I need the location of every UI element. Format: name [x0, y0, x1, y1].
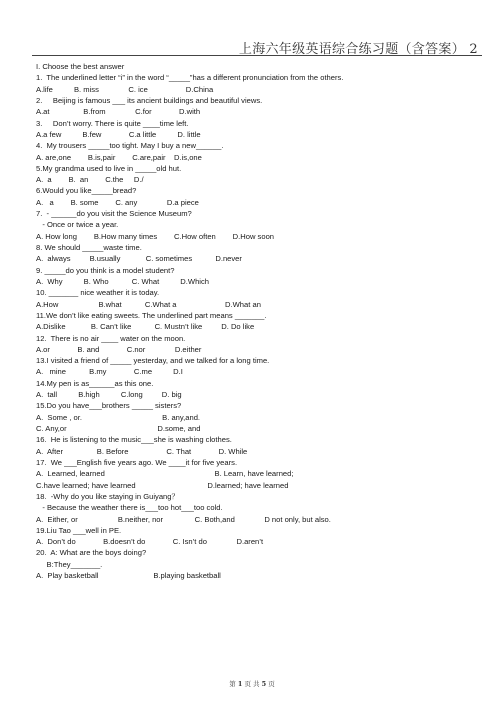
text-line: 20. A: What are the boys doing? [36, 548, 147, 558]
text-line: I. Choose the best answer [36, 62, 125, 71]
text-line: 4. My trousers _____too tight. May I buy a new______. [36, 141, 224, 151]
text-line: 18. -Why do you like staying in Guiyang？ [36, 491, 180, 501]
text-line: 2. Beijing is famous ___ its ancient buildings and beautiful views. [36, 95, 263, 105]
text-line: A.at B.from C.for D.with [36, 107, 201, 117]
page-footer [0, 679, 504, 688]
text-line: A. How long B.How many times C.How often D.How soon [36, 231, 275, 241]
text-line: C. Any,or D.some, and [36, 424, 201, 433]
text-line: A. Don’t do B.doesn’t do C. Isn’t do D.aren’t [36, 537, 264, 547]
text-line: A.a few B.few C.a little D. little [36, 129, 201, 139]
text-line: 17. We ___English five years ago. We ____it for five years. [36, 457, 238, 467]
text-line: - Once or twice a year. [36, 220, 119, 230]
text-line: A. mine B.my C.me D.I [36, 367, 183, 377]
footer-mid: 页 共 [244, 680, 260, 688]
text-line: B:They_______. [36, 559, 103, 569]
footer-total-pages: 5 [261, 680, 267, 688]
text-line: 9. _____do you think is a model student? [36, 265, 175, 275]
text-line: A.Dislike B. Can’t like C. Mustn’t like D. Do like [36, 322, 255, 332]
text-line: A. are,one B.is,pair C.are,pair D.is,one [36, 152, 202, 162]
text-line: 14.My pen is as______as this one. [36, 378, 154, 388]
text-line: 3. Don’t worry. There is quite ____time left. [36, 118, 189, 128]
text-line: 12. There is no air ____ water on the moon. [36, 333, 186, 343]
footer-page-number: 1 [237, 680, 243, 688]
text-line: A. Play basketball B.playing basketball [36, 571, 221, 581]
footer-suffix: 页 [268, 680, 275, 688]
text-line: 19.Liu Tao ___well in PE. [36, 525, 122, 535]
text-line: 5.My grandma used to live in _____old hut. [36, 163, 182, 173]
text-line: 11.We don’t like eating sweets. The underlined part means _______. [36, 310, 267, 320]
text-line: A.or B. and C.nor D.either [36, 344, 202, 354]
text-line: A. Either, or B.neither, nor C. Both,and D not only, but also. [36, 514, 331, 524]
text-line: A. After B. Before C. That D. While [36, 446, 248, 456]
text-line: 1. The underlined letter “i” in the word “_____”has a different pronunciation from the others. [36, 73, 344, 83]
text-line: A.life B. miss C. ice D.China [36, 84, 214, 94]
text-line: A.How B.what C.What a D.What an [36, 299, 261, 309]
text-line: A. Some , or. B. any,and. [36, 412, 201, 422]
text-line: A. a B. an C.the D./ [36, 175, 144, 185]
footer-prefix: 第 [229, 680, 236, 688]
text-line: 15.Do you have___brothers _____ sisters? [36, 401, 182, 411]
text-line: A. always B.usually C. sometimes D.never [36, 254, 242, 264]
text-line: - Because the weather there is___too hot___too cold. [36, 503, 223, 513]
text-line: C.have learned; have learned D.learned; have learned [36, 480, 289, 490]
text-line: A. Why B. Who C. What D.Which [36, 276, 210, 286]
text-line: A. Learned, learned B. Learn, have learned; [36, 469, 294, 479]
text-line: 16. He is listening to the music___she is washing clothes. [36, 435, 232, 445]
text-line: 8. We should _____waste time. [36, 243, 142, 252]
text-line: 13.I visited a friend of _____ yesterday, and we talked for a long time. [36, 356, 270, 366]
text-line: 7. - ______do you visit the Science Museum? [36, 209, 192, 219]
page-title: 上海六年级英语综合练习题（含答案） 2 [238, 42, 478, 57]
text-line: A. a B. some C. any D.a piece [36, 197, 199, 207]
text-line: 10. _______ nice weather it is today. [36, 288, 160, 298]
exercise-body [36, 61, 486, 581]
text-line: A. tall B.high C.long D. big [36, 390, 182, 400]
text-line: 6.Would you like_____bread? [36, 186, 137, 196]
header-divider [32, 55, 482, 56]
